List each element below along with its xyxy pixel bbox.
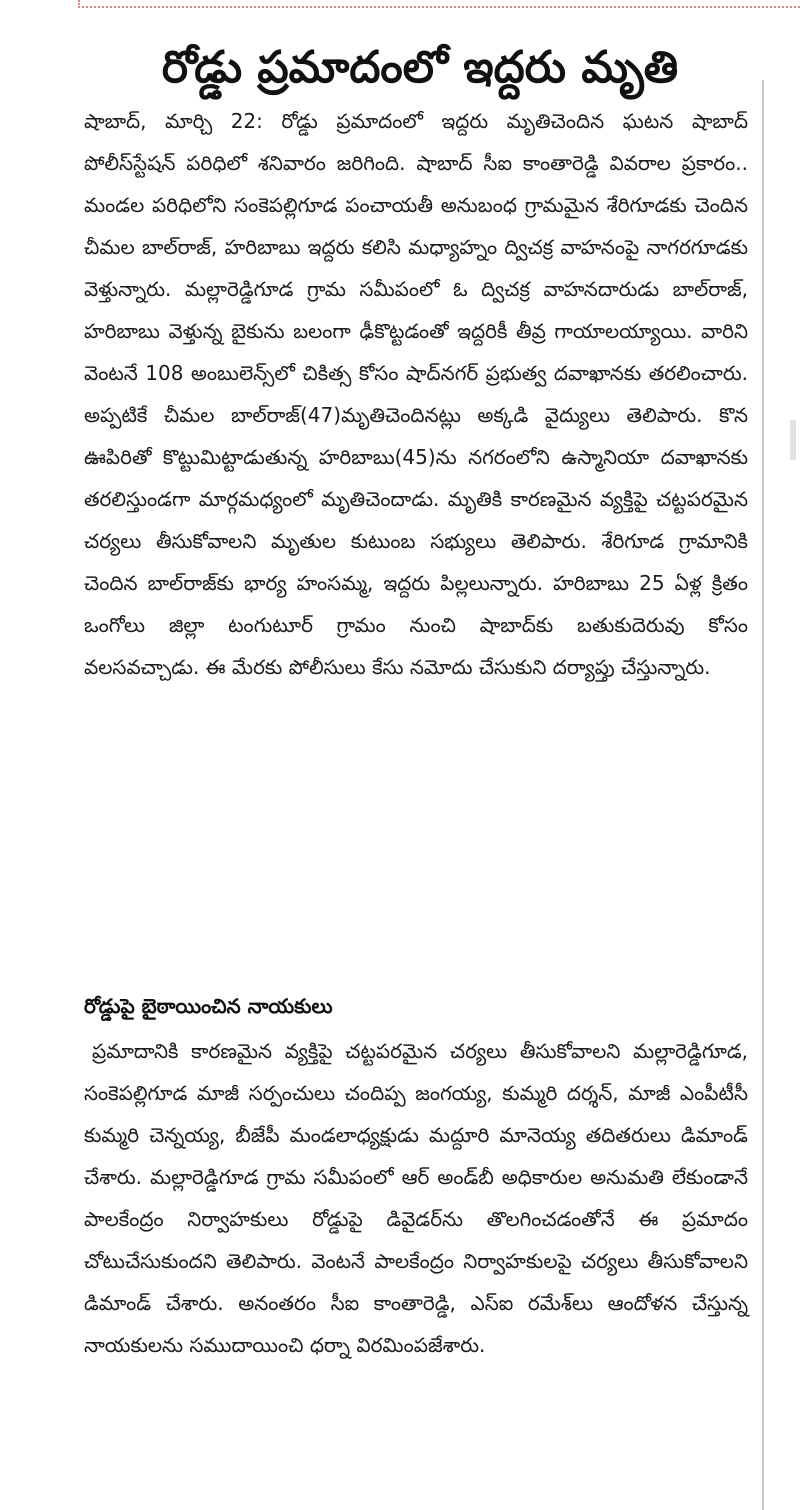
clipping-border [78, 0, 800, 8]
column-divider [762, 80, 764, 1510]
adjacent-column-edge [790, 420, 796, 460]
article-headline: రోడ్డు ప్రమాదంలో ఇద్దరు మృతి [161, 42, 679, 93]
article-paragraph-1: షాబాద్, మార్చి 22: రోడ్డు ప్రమాదంలో ఇద్దరు మృతిచెందిన ఘటన షాబాద్ పోలీస్‌స్టేషన్ పరిధిలో శనివారం జరిగింది. షాబాద్ సీఐ కాంతారెడ్డి వివరాల ప్రకారం.. మండల పరిధిలోని సంకెపల్లిగూడ పంచాయతీ అనుబంధ గ్రామమైన శేరిగూడకు చెందిన చీమల బాల్‌రాజ్, హరిబాబు ఇద్దరు కలిసి మధ్యాహ్నం ద్విచక్ర వాహనంపై నాగరగూడకు వెళ్తున్నారు. మల్లారెడ్డిగూడ గ్రామ సమీపంలో ఓ ద్విచక్ర వాహనదారుడు బాల్‌రాజ్, హరిబాబు వెళ్తున్న బైకును బలంగా ఢీకొట్టడంతో ఇద్దరికీ తీవ్ర గాయాలయ్యాయి. వారిని వెంటనే 108 అంబులెన్స్‌లో చికిత్స కోసం షాద్‌నగర్ ప్రభుత్వ దవాఖానకు తరలించారు. అప్పటికే చీమల బాల్‌రాజ్(47)మృతిచెందినట్లు అక్కడి వైద్యులు తెలిపారు. కొన ఊపిరితో కొట్టుమిట్టాడుతున్న హరిబాబు(45)ను నగరంలోని ఉస్మానియా దవాఖానకు తరలిస్తుండగా మార్గమధ్యంలో మృతిచెందాడు. మృతికి కారణమైన వ్యక్తిపై చట్టపరమైన చర్యలు తీసుకోవాలని మృతుల కుటుంబ సభ్యులు తెలిపారు. శేరిగూడ గ్రామానికి చెందిన బాల్‌రాజ్‌కు భార్య హంసమ్మ, ఇద్దరు పిల్లలున్నారు. హరిబాబు 25 ఏళ్ల క్రితం ఒంగోలు జిల్లా టంగుటూర్ గ్రామం నుంచి షాబాద్‌కు బతుకుదెరువు కోసం వలసవచ్చాడు. ఈ మేరకు పోలీసులు కేసు నమోదు చేసుకుని దర్యాప్తు చేస్తున్నారు. [84, 109, 748, 679]
article-paragraph-2: ప్రమాదానికి కారణమైన వ్యక్తిపై చట్టపరమైన చర్యలు తీసుకోవాలని మల్లారెడ్డిగూడ, సంకెపల్లిగూడ మాజీ సర్పంచులు చందిప్ప జంగయ్య, కుమ్మరి దర్శన్, మాజీ ఎంపీటీసీ కుమ్మరి చెన్నయ్య, బీజేపీ మండలాధ్యక్షుడు మద్దూరి మానెయ్య తదితరులు డిమాండ్ చేశారు. మల్లారెడ్డిగూడ గ్రామ సమీపంలో ఆర్ అండ్‌బీ అధికారుల అనుమతి లేకుండానే పాలకేంద్రం నిర్వాహకులు రోడ్డుపై డివైడర్‌ను తొలగించడంతోనే ఈ ప్రమాదం చోటుచేసుకుందని తెలిపారు. వెంటనే పాలకేంద్రం నిర్వాహకులపై చర్యలు తీసుకోవాలని డిమాండ్ చేశారు. అనంతరం సీఐ కాంతారెడ్డి, ఎస్ఐ రమేశ్‌లు ఆందోళన చేస్తున్న నాయకులను సముదాయించి ధర్నా విరమింపజేశారు. [84, 1039, 748, 1357]
article-subheading: రోడ్డుపై బైఠాయించిన నాయకులు [84, 994, 333, 1018]
